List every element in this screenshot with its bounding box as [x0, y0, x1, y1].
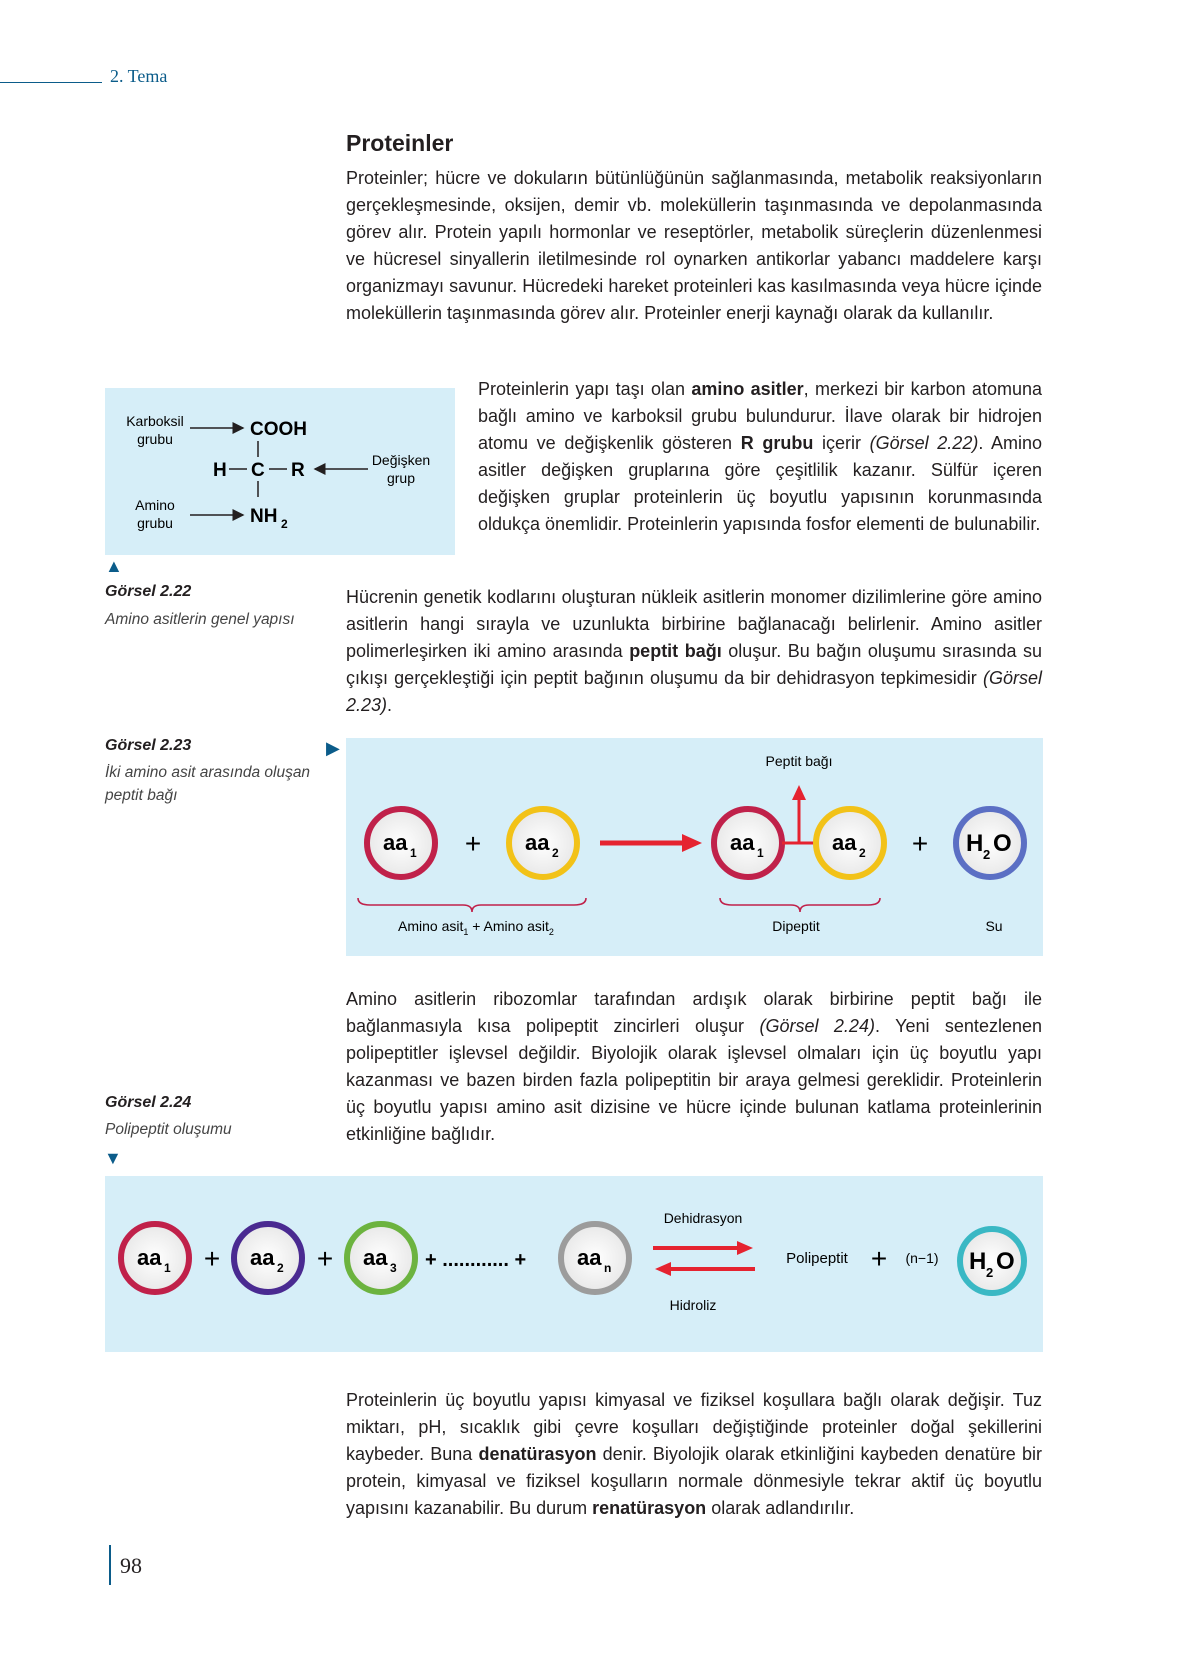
figure-2-23-caption-sub-2: peptit bağı [105, 787, 178, 804]
carboxyl-label-2: grubu [137, 431, 173, 447]
peptide-bond-figure [346, 738, 1043, 956]
peptide-bond-arrow [792, 785, 806, 843]
svg-text:H: H [966, 830, 984, 857]
poly-aa3-circle [347, 1224, 415, 1292]
triangle-right-icon: ▶ [326, 738, 340, 758]
svg-text:1: 1 [757, 846, 764, 860]
variable-label-1: Değişken [371, 452, 431, 468]
svg-text:2: 2 [552, 846, 559, 860]
dipeptide-label: Dipeptit [772, 918, 820, 934]
svg-text:1: 1 [164, 1261, 171, 1275]
plus-sign-1: + [464, 828, 482, 859]
svg-text:3: 3 [390, 1261, 397, 1275]
polypeptide-label: Polipeptit [786, 1250, 848, 1267]
peptide-bond-diagram [346, 738, 1043, 956]
poly-ellipsis: + ............ + [425, 1249, 527, 1271]
denaturation-paragraph: Proteinlerin üç boyutlu yapısı kimyasal ve fiziksel koşullara bağlı olarak değişir. Tuz miktarı, pH, sıcaklık gibi çevre koşulları değiştiğinde proteinler doğal şekillerini kaybeder. Buna denatürasyon denir. Biyolojik olarak etkinliğini kaybeden denatüre bir protein, kimyasal ve fiziksel koşulların normale dönmesiyle tekrar aktif üç boyutlu yapısını kazanabilir. Bu durum renatürasyon olarak adlandırılır. [346, 1390, 1042, 1518]
poly-aan-circle [561, 1224, 629, 1292]
polypeptide-diagram [105, 1176, 1043, 1352]
svg-text:H: H [969, 1248, 987, 1275]
dipeptide-brace [720, 898, 880, 912]
amino-label-2: grubu [137, 515, 173, 531]
n-minus-one-label: (n−1) [905, 1250, 939, 1266]
figure-2-24-caption-title: Görsel 2.24 [105, 1094, 192, 1111]
r-group: R [291, 460, 305, 481]
reactants-label: Amino asit$_1$ + Amino asit$_2$ [398, 918, 554, 937]
svg-text:aa: aa [250, 1245, 275, 1270]
reaction-arrow [600, 834, 702, 852]
poly-plus-1: + [203, 1243, 221, 1274]
svg-text:1: 1 [410, 846, 417, 860]
svg-text:aa: aa [137, 1245, 162, 1270]
plus-sign-2: + [911, 828, 929, 859]
variable-label-2: grup [386, 470, 416, 486]
svg-text:aa: aa [363, 1245, 388, 1270]
ribosome-paragraph: Amino asitlerin ribozomlar tarafından ardışık olarak birbirine peptit bağı ile bağlanmasıyla kısa polipeptit zincirleri oluşur (Görsel 2.24). Yeni sentezlenen polipeptitler işlevsel değildir. Biyolojik olarak işlevsel olmaları için üç boyutlu yapı kazanması ve bazen birden fazla polipeptitin bir araya gelmesi gereklidir. Proteinlerin üç boyutlu yapısı amino asit dizisine ve hücre içinde bulunan katlama proteinlerinin etkinliğine bağlıdır. [346, 989, 1042, 1144]
dehydration-label: Dehidrasyon [663, 1210, 743, 1226]
figure-2-23-caption-title: Görsel 2.23 [105, 737, 192, 754]
amino-acid-structure-diagram [105, 388, 455, 555]
carboxyl-label-1: Karboksil [126, 413, 184, 429]
figure-2-23-caption-sub-1: İki amino asit arasında oluşan [105, 764, 311, 781]
water-circle [956, 809, 1024, 877]
reactants-brace [358, 898, 586, 912]
page-number: 98 [120, 1553, 142, 1578]
chapter-label: 2. Tema [110, 66, 168, 86]
poly-aa1-circle [121, 1224, 189, 1292]
svg-text:2: 2 [277, 1261, 284, 1275]
dipeptide-aa2-circle [816, 809, 884, 877]
amino-label-1: Amino [135, 497, 175, 513]
svg-text:aa: aa [577, 1245, 602, 1270]
svg-text:O: O [996, 1248, 1015, 1275]
nh-text: NH [250, 506, 278, 527]
svg-text:aa: aa [832, 830, 857, 855]
svg-text:n: n [604, 1261, 612, 1275]
header-rule [0, 82, 102, 83]
water-label: Su [985, 918, 1003, 934]
triangle-down-icon: ▼ [104, 1148, 122, 1168]
triangle-up-icon: ▲ [105, 556, 123, 576]
dehydration-arrow [653, 1241, 753, 1255]
poly-water-circle [960, 1229, 1024, 1293]
intro-paragraph: Proteinler; hücre ve dokuların bütünlüğünün sağlanmasında, metabolik reaksiyonların gerçekleşmesinde, oksijen, demir vb. moleküllerin taşınmasında ve depolanmasında görev alır. Protein yapılı hormonlar ve reseptörler, metabolik süreçlerin düzenlenmesi ve hücresel sinyallerin iletilmesinde rol oynarken antikorlar yabancı maddelere karşı organizmayı savunur. Hücredeki hareket proteinleri kas kasılmasında veya hücre içinde moleküllerin taşınmasında görev alır. Proteinler enerji kaynağı olarak da kullanılır. [346, 168, 1042, 323]
peptide-bond-label: Peptit bağı [765, 753, 833, 769]
figure-2-22-caption-title: Görsel 2.22 [105, 583, 192, 600]
poly-plus-3: + [870, 1243, 888, 1274]
aa2-circle [509, 809, 577, 877]
figure-2-22-caption-sub: Amino asitlerin genel yapısı [105, 611, 295, 628]
section-title: Proteinler [346, 130, 454, 156]
aa1-circle [367, 809, 435, 877]
amino-acid-structure-figure [105, 388, 455, 555]
polypeptide-figure [105, 1176, 1043, 1352]
h-atom: H [213, 460, 227, 481]
svg-text:O: O [993, 830, 1012, 857]
dipeptide-aa1-circle [714, 809, 782, 877]
nh-subscript: 2 [281, 517, 288, 531]
amino-acid-paragraph: Proteinlerin yapı taşı olan amino asitler, merkezi bir karbon atomuna bağlı amino ve karboksil grubu bulundurur. İlave olarak bir hidrojen atomu ve değişkenlik gösteren R grubu içerir (Görsel 2.22). Amino asitler değişken gruplarına göre çeşitlilik kazanır. Sülfür içeren değişken gruplar proteinlerin üç boyutlu yapısının korunmasında oldukça önemlidir. Proteinlerin yapısında fosfor elementi de bulunabilir. [478, 379, 1042, 534]
svg-text:aa: aa [383, 830, 408, 855]
peptide-bond-paragraph: Hücrenin genetik kodlarını oluşturan nükleik asitlerin monomer dizilimlerine göre amino asitlerin hangi sırayla ve uzunlukta birbirine bağlanacağı belirlenir. Amino asitler polimerleşirken iki amino arasında peptit bağı oluşur. Bu bağın oluşumu sırasında su çıkışı gerçekleştiği için peptit bağının oluşumu da bir dehidrasyon tepkimesidir (Görsel 2.23). [346, 587, 1042, 715]
c-atom: C [251, 460, 265, 481]
hydrolysis-label: Hidroliz [669, 1297, 717, 1313]
svg-text:2: 2 [986, 1265, 994, 1280]
svg-text:aa: aa [730, 830, 755, 855]
page-number-bar [109, 1545, 111, 1585]
poly-plus-2: + [316, 1243, 334, 1274]
poly-aa2-circle [234, 1224, 302, 1292]
cooh-text: COOH [250, 419, 307, 440]
svg-text:2: 2 [983, 847, 991, 862]
hydrolysis-arrow [655, 1262, 755, 1276]
figure-2-24-caption-sub: Polipeptit oluşumu [105, 1121, 232, 1138]
svg-text:aa: aa [525, 830, 550, 855]
svg-text:2: 2 [859, 846, 866, 860]
